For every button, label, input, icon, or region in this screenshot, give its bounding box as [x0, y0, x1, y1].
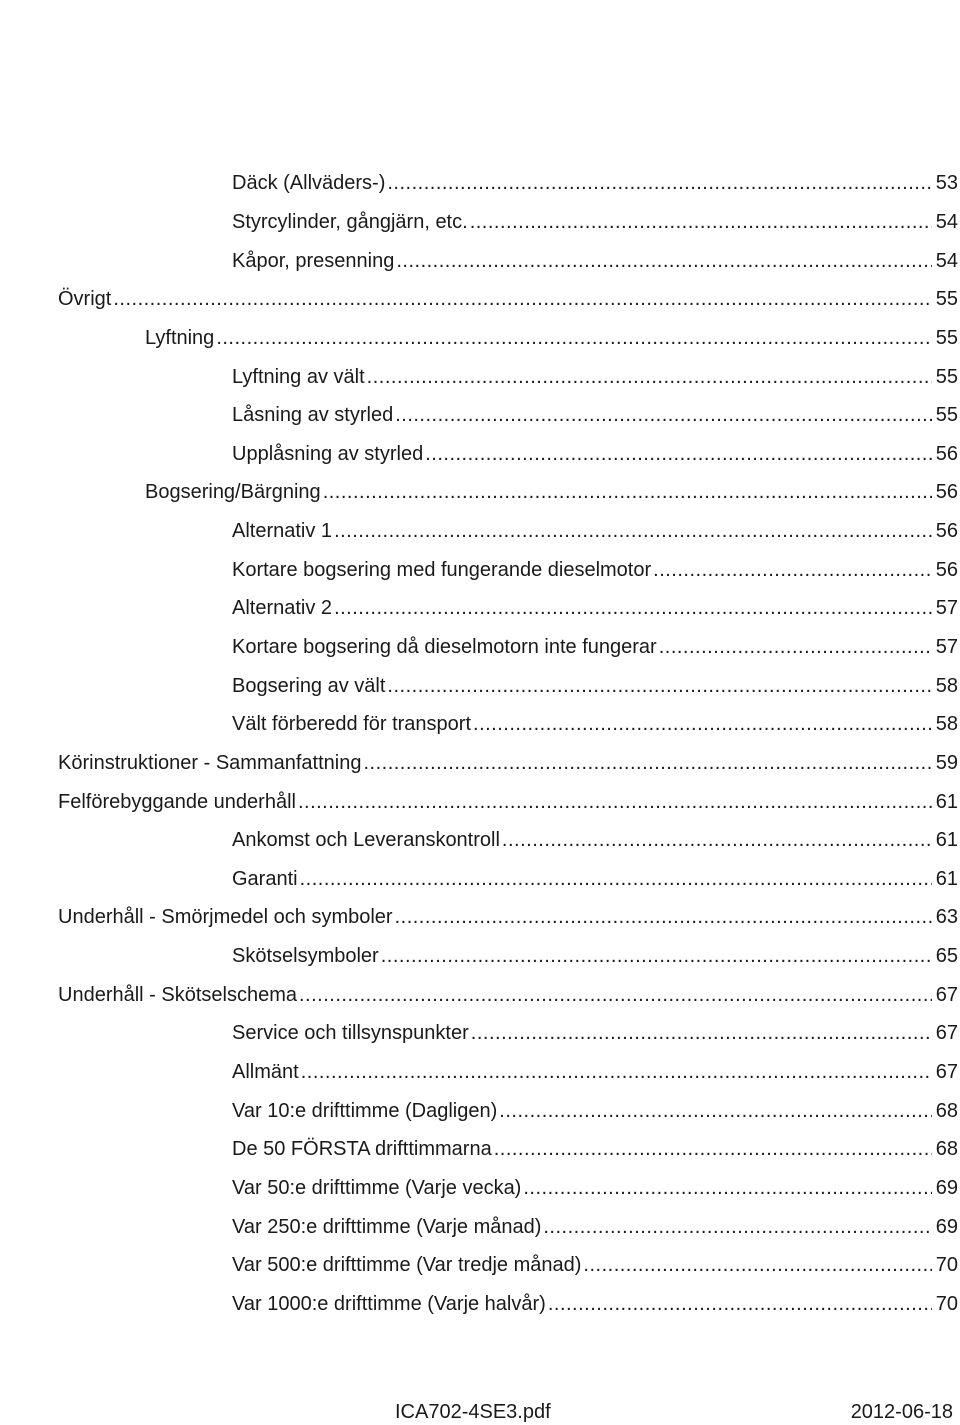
toc-entry[interactable]	[0, 1053, 960, 1092]
toc-entry[interactable]	[0, 1169, 960, 1208]
toc-entry[interactable]	[0, 1207, 960, 1246]
toc-entry[interactable]	[0, 357, 960, 396]
toc-entry[interactable]	[0, 666, 960, 705]
toc-entry[interactable]	[0, 319, 960, 358]
toc-entry[interactable]	[0, 396, 960, 435]
toc-entry[interactable]	[0, 1091, 960, 1130]
toc-entry-title: Garanti	[232, 867, 298, 890]
table-of-contents	[0, 164, 960, 1323]
toc-entry-title: Allmänt	[232, 1061, 299, 1084]
toc-dot-leader	[216, 326, 932, 350]
toc-entry-page-number: 67	[935, 1061, 958, 1084]
toc-entry-title: Alternativ 2	[232, 597, 333, 620]
toc-dot-leader	[502, 828, 932, 852]
toc-entry-page-number: 69	[935, 1215, 958, 1238]
toc-dot-leader	[653, 558, 932, 582]
toc-dot-leader	[395, 403, 932, 427]
toc-entry[interactable]	[0, 975, 960, 1014]
toc-entry[interactable]	[0, 1285, 960, 1324]
toc-entry-page-number: 67	[935, 983, 958, 1006]
toc-entry[interactable]	[0, 1130, 960, 1169]
toc-dot-leader	[396, 249, 932, 273]
toc-entry-title: De 50 FÖRSTA drifttimmarna	[232, 1138, 492, 1161]
toc-entry-title: Var 250:e drifttimme (Varje månad)	[232, 1215, 542, 1238]
toc-entry-page-number: 61	[935, 790, 958, 813]
toc-entry[interactable]	[0, 782, 960, 821]
toc-entry[interactable]	[0, 860, 960, 899]
toc-entry-page-number: 54	[935, 210, 958, 233]
toc-dot-leader	[298, 790, 932, 814]
toc-entry-page-number: 56	[935, 481, 958, 504]
toc-entry-title: Kortare bogsering då dieselmotorn inte fungerar	[232, 636, 657, 658]
toc-dot-leader	[494, 1137, 932, 1161]
toc-entry[interactable]	[0, 203, 960, 242]
toc-entry[interactable]	[0, 937, 960, 976]
toc-dot-leader	[583, 1253, 932, 1277]
toc-entry-title: Lyftning	[145, 326, 215, 349]
toc-entry[interactable]	[0, 628, 960, 667]
toc-dot-leader	[323, 480, 932, 504]
toc-entry[interactable]	[0, 898, 960, 937]
toc-dot-leader	[113, 287, 932, 311]
toc-entry-page-number: 58	[935, 713, 958, 736]
toc-entry[interactable]	[0, 434, 960, 473]
toc-entry-page-number: 54	[935, 249, 958, 272]
toc-entry-page-number: 55	[935, 288, 958, 311]
toc-entry[interactable]	[0, 744, 960, 783]
toc-entry-title: Kåpor, presenning	[232, 249, 395, 272]
toc-entry-page-number: 70	[935, 1292, 958, 1315]
toc-entry[interactable]	[0, 705, 960, 744]
toc-entry-title: Alternativ 1	[232, 520, 333, 543]
toc-entry-title: Lyftning av vält	[232, 365, 365, 388]
toc-entry-page-number: 57	[935, 636, 958, 658]
toc-dot-leader	[367, 365, 932, 389]
toc-entry-page-number: 68	[935, 1138, 958, 1161]
toc-entry-title: Bogsering/Bärgning	[145, 481, 321, 504]
toc-dot-leader	[523, 1176, 932, 1200]
toc-dot-leader	[425, 442, 932, 466]
toc-entry[interactable]	[0, 512, 960, 551]
toc-dot-leader	[659, 635, 932, 659]
toc-dot-leader	[334, 596, 932, 620]
toc-entry-title: Körinstruktioner - Sammanfattning	[58, 751, 362, 774]
toc-entry-page-number: 55	[935, 365, 958, 388]
toc-dot-leader	[499, 1099, 932, 1123]
toc-entry-title: Däck (Allväders-)	[232, 172, 386, 195]
toc-entry-page-number: 56	[935, 442, 958, 465]
toc-entry[interactable]	[0, 550, 960, 589]
toc-entry[interactable]	[0, 164, 960, 203]
toc-entry-page-number: 53	[935, 172, 958, 195]
toc-entry-page-number: 61	[935, 829, 958, 852]
toc-entry-title: Service och tillsynspunkter	[232, 1022, 469, 1045]
toc-entry-page-number: 59	[935, 751, 958, 774]
toc-entry-title: Underhåll - Skötselschema	[58, 983, 297, 1006]
toc-dot-leader	[300, 867, 932, 891]
toc-entry-page-number: 55	[935, 326, 958, 349]
toc-entry-page-number: 55	[935, 404, 958, 427]
toc-entry-title: Vält förberedd för transport	[232, 713, 472, 736]
toc-entry-page-number: 70	[935, 1254, 958, 1277]
toc-dot-leader	[470, 210, 932, 234]
toc-entry-title: Låsning av styrled	[232, 404, 394, 427]
toc-dot-leader	[363, 751, 932, 775]
toc-dot-leader	[387, 674, 932, 698]
toc-entry-title: Kortare bogsering med fungerande dieselmotor	[232, 558, 652, 581]
toc-entry-title: Var 1000:e drifttimme (Varje halvår)	[232, 1292, 546, 1315]
toc-entry-page-number: 68	[935, 1099, 958, 1122]
toc-dot-leader	[473, 712, 932, 736]
toc-entry-page-number: 67	[935, 1022, 958, 1045]
toc-entry-page-number: 56	[935, 520, 958, 543]
toc-entry-page-number: 69	[935, 1176, 958, 1199]
toc-entry[interactable]	[0, 1014, 960, 1053]
toc-entry-page-number: 63	[935, 906, 958, 929]
toc-entry-page-number: 61	[935, 867, 958, 890]
toc-entry-title: Underhåll - Smörjmedel och symboler	[58, 906, 393, 929]
toc-dot-leader	[548, 1292, 932, 1316]
toc-entry-page-number: 57	[935, 597, 958, 620]
toc-entry-title: Felförebyggande underhåll	[58, 790, 296, 813]
toc-entry[interactable]	[0, 473, 960, 512]
footer-filename: ICA702-4SE3.pdf	[395, 1401, 551, 1423]
toc-dot-leader	[301, 1060, 932, 1084]
toc-entry[interactable]	[0, 589, 960, 628]
toc-entry-page-number: 65	[935, 945, 958, 968]
toc-entry-title: Styrcylinder, gångjärn, etc.	[232, 210, 468, 233]
toc-entry-title: Var 500:e drifttimme (Var tredje månad)	[232, 1254, 582, 1277]
toc-dot-leader	[395, 905, 932, 929]
footer-date: 2012-06-18	[850, 1401, 953, 1423]
toc-entry[interactable]	[0, 280, 960, 319]
toc-entry-title: Upplåsning av styrled	[232, 442, 424, 465]
toc-dot-leader	[471, 1021, 932, 1045]
toc-entry[interactable]	[0, 821, 960, 860]
toc-entry-title: Ankomst och Leveranskontroll	[232, 829, 500, 852]
toc-dot-leader	[543, 1215, 932, 1239]
toc-dot-leader	[334, 519, 932, 543]
toc-entry[interactable]	[0, 1246, 960, 1285]
toc-dot-leader	[387, 171, 932, 195]
toc-entry-title: Bogsering av vält	[232, 674, 386, 697]
toc-dot-leader	[299, 983, 932, 1007]
toc-entry-page-number: 56	[935, 558, 958, 581]
toc-entry-page-number: 58	[935, 674, 958, 697]
toc-entry[interactable]	[0, 241, 960, 280]
toc-entry-title: Var 10:e drifttimme (Dagligen)	[232, 1099, 498, 1122]
toc-entry-title: Skötselsymboler	[232, 945, 379, 968]
toc-entry-title: Övrigt	[58, 288, 112, 311]
toc-entry-title: Var 50:e drifttimme (Varje vecka)	[232, 1176, 522, 1199]
toc-dot-leader	[381, 944, 932, 968]
